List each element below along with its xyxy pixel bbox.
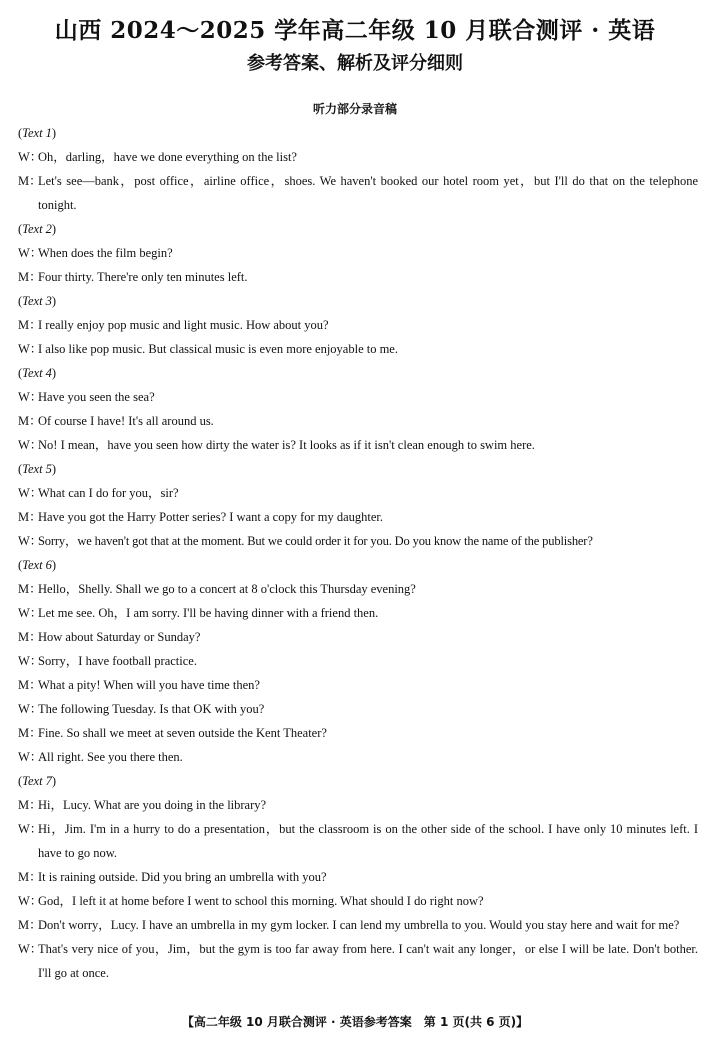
text-header: ( Text 7 ) xyxy=(18,774,57,788)
page-subtitle: 参考答案、解析及评分细则 xyxy=(247,53,463,74)
dialogue-line: M： Let's see—bank，post office，airline office，shoes. We haven't booked our hotel room yet，but I'll do that on the telephone tonight. xyxy=(18,174,698,212)
dialogue-line: W： That's very nice of you，Jim，but the gym is too far away from here. I can't wait any longer，or else I will be late. Don't bother. I'll go at once. xyxy=(18,942,698,980)
page-title: 山西 2024～2025 学年高二年级 10 月联合测评 · 英语 xyxy=(54,17,656,44)
dialogue-line: M： How about Saturday or Sunday? xyxy=(18,630,201,644)
text-header: ( Text 3 ) xyxy=(18,294,57,308)
dialogue-line: W： Let me see. Oh，I am sorry. I'll be having dinner with a friend then. xyxy=(18,606,379,620)
dialogue-line: M： It is raining outside. Did you bring an umbrella with you? xyxy=(18,870,327,884)
dialogue-line: W： The following Tuesday. Is that OK with you? xyxy=(18,702,265,716)
dialogue-line: M： Fine. So shall we meet at seven outside the Kent Theater? xyxy=(18,726,327,740)
dialogue-line: M： Hello，Shelly. Shall we go to a concert at 8 o'clock this Thursday evening? xyxy=(18,582,416,596)
dialogue-line: W： No! I mean，have you seen how dirty the water is? It looks as if it isn't clean enough to swim here. xyxy=(18,438,535,452)
dialogue-line: W： Have you seen the sea? xyxy=(18,390,155,404)
dialogue-line: W： Sorry，we haven't got that at the moment. But we could order it for you. Do you know the name of the publisher? xyxy=(18,534,593,548)
dialogue-line: M： Four thirty. There're only ten minutes left. xyxy=(18,270,248,284)
dialogue-line: M： Have you got the Harry Potter series? I want a copy for my daughter. xyxy=(18,510,384,524)
dialogue-line: M： Don't worry，Lucy. I have an umbrella in my gym locker. I can lend my umbrella to you. Would you stay here and wait for me? xyxy=(18,918,680,932)
text-header: ( Text 5 ) xyxy=(18,462,57,476)
section-title: 听力部分录音稿 xyxy=(312,102,397,116)
text-header: ( Text 1 ) xyxy=(18,126,57,140)
transcript xyxy=(18,121,698,985)
dialogue-line: W： Sorry，I have football practice. xyxy=(18,654,197,668)
dialogue-line: W： All right. See you there then. xyxy=(18,750,183,764)
text-header: ( Text 2 ) xyxy=(18,222,57,236)
text-header: ( Text 4 ) xyxy=(18,366,57,380)
dialogue-line: M： What a pity! When will you have time then? xyxy=(18,678,260,692)
dialogue-line: W： When does the film begin? xyxy=(18,246,173,260)
page-footer: 【高二年级 10 月联合测评 · 英语参考答案 第 1 页(共 6 页)】 xyxy=(181,1015,529,1029)
dialogue-line: W： I also like pop music. But classical music is even more enjoyable to me. xyxy=(18,342,398,356)
dialogue-line: W： Oh，darling，have we done everything on the list? xyxy=(18,150,297,164)
text-header: ( Text 6 ) xyxy=(18,558,57,572)
dialogue-line: M： I really enjoy pop music and light music. How about you? xyxy=(18,318,329,332)
dialogue-line: W： God，I left it at home before I went to school this morning. What should I do right now? xyxy=(18,894,484,908)
dialogue-line: W： What can I do for you，sir? xyxy=(18,486,179,500)
dialogue-line: M： Hi，Lucy. What are you doing in the library? xyxy=(18,798,267,812)
dialogue-line: W： Hi，Jim. I'm in a hurry to do a presentation，but the classroom is on the other side of the school. I have only 10 minutes left. I have to go now. xyxy=(18,822,698,860)
dialogue-line: M： Of course I have! It's all around us. xyxy=(18,414,214,428)
